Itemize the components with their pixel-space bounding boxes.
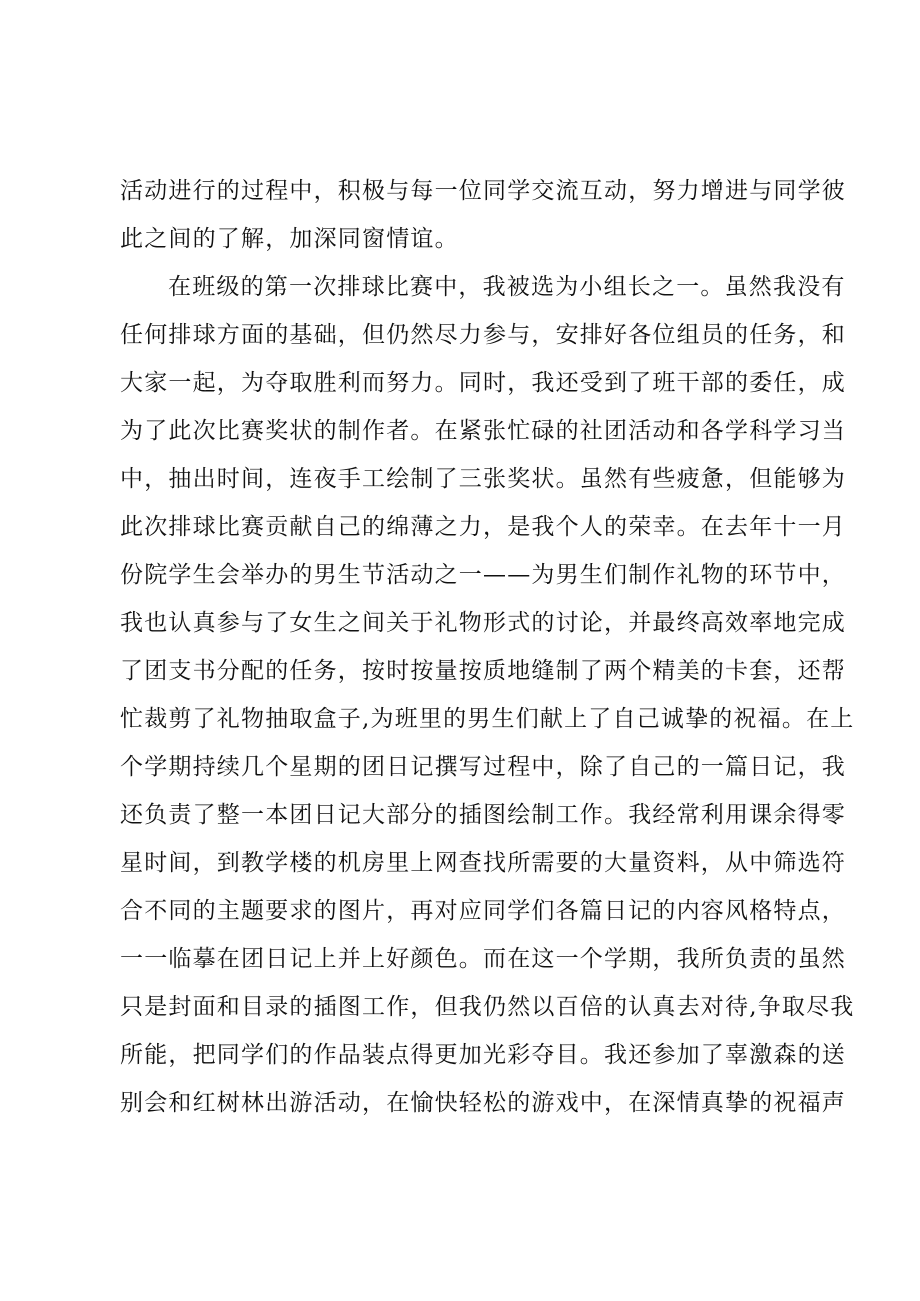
text-line: 一一临摹在团日记上并上好颜色。而在这一个学期，我所负责的虽然	[120, 946, 846, 972]
text-line: 只是封面和目录的插图工作，但我仍然以百倍的认真去对待,争取尽我	[120, 994, 855, 1020]
paragraph-start-line: 在班级的第一次排球比赛中，我被选为小组长之一。虽然我没有	[168, 274, 846, 300]
text-line: 中，抽出时间，连夜手工绘制了三张奖状。虽然有些疲惫，但能够为	[120, 466, 846, 492]
text-line: 个学期持续几个星期的团日记撰写过程中，除了自己的一篇日记，我	[120, 754, 846, 780]
text-line: 合不同的主题要求的图片，再对应同学们各篇日记的内容风格特点，	[120, 898, 846, 924]
text-line: 此次排球比赛贡献自己的绵薄之力，是我个人的荣幸。在去年十一月	[120, 514, 846, 540]
text-line: 大家一起，为夺取胜利而努力。同时，我还受到了班干部的委任，成	[120, 370, 846, 396]
text-line: 为了此次比赛奖状的制作者。在紧张忙碌的社团活动和各学科学习当	[120, 418, 846, 444]
text-line: 所能，把同学们的作品装点得更加光彩夺目。我还参加了辜激森的送	[120, 1042, 846, 1068]
text-line: 我也认真参与了女生之间关于礼物形式的讨论，并最终高效率地完成	[120, 610, 846, 636]
text-line: 还负责了整一本团日记大部分的插图绘制工作。我经常利用课余得零	[120, 802, 846, 828]
text-line: 活动进行的过程中，积极与每一位同学交流互动，努力增进与同学彼	[120, 178, 846, 204]
text-line: 份院学生会举办的男生节活动之一——为男生们制作礼物的环节中，	[120, 562, 846, 588]
text-line: 忙裁剪了礼物抽取盒子,为班里的男生们献上了自己诚挚的祝福。在上	[120, 706, 855, 732]
text-line: 别会和红树林出游活动，在愉快轻松的游戏中，在深情真挚的祝福声	[120, 1090, 846, 1116]
text-line: 任何排球方面的基础，但仍然尽力参与，安排好各位组员的任务，和	[120, 322, 846, 348]
text-line: 了团支书分配的任务，按时按量按质地缝制了两个精美的卡套，还帮	[120, 658, 846, 684]
text-line: 星时间，到教学楼的机房里上网查找所需要的大量资料，从中筛选符	[120, 850, 846, 876]
text-line: 此之间的了解，加深同窗情谊。	[120, 226, 459, 252]
